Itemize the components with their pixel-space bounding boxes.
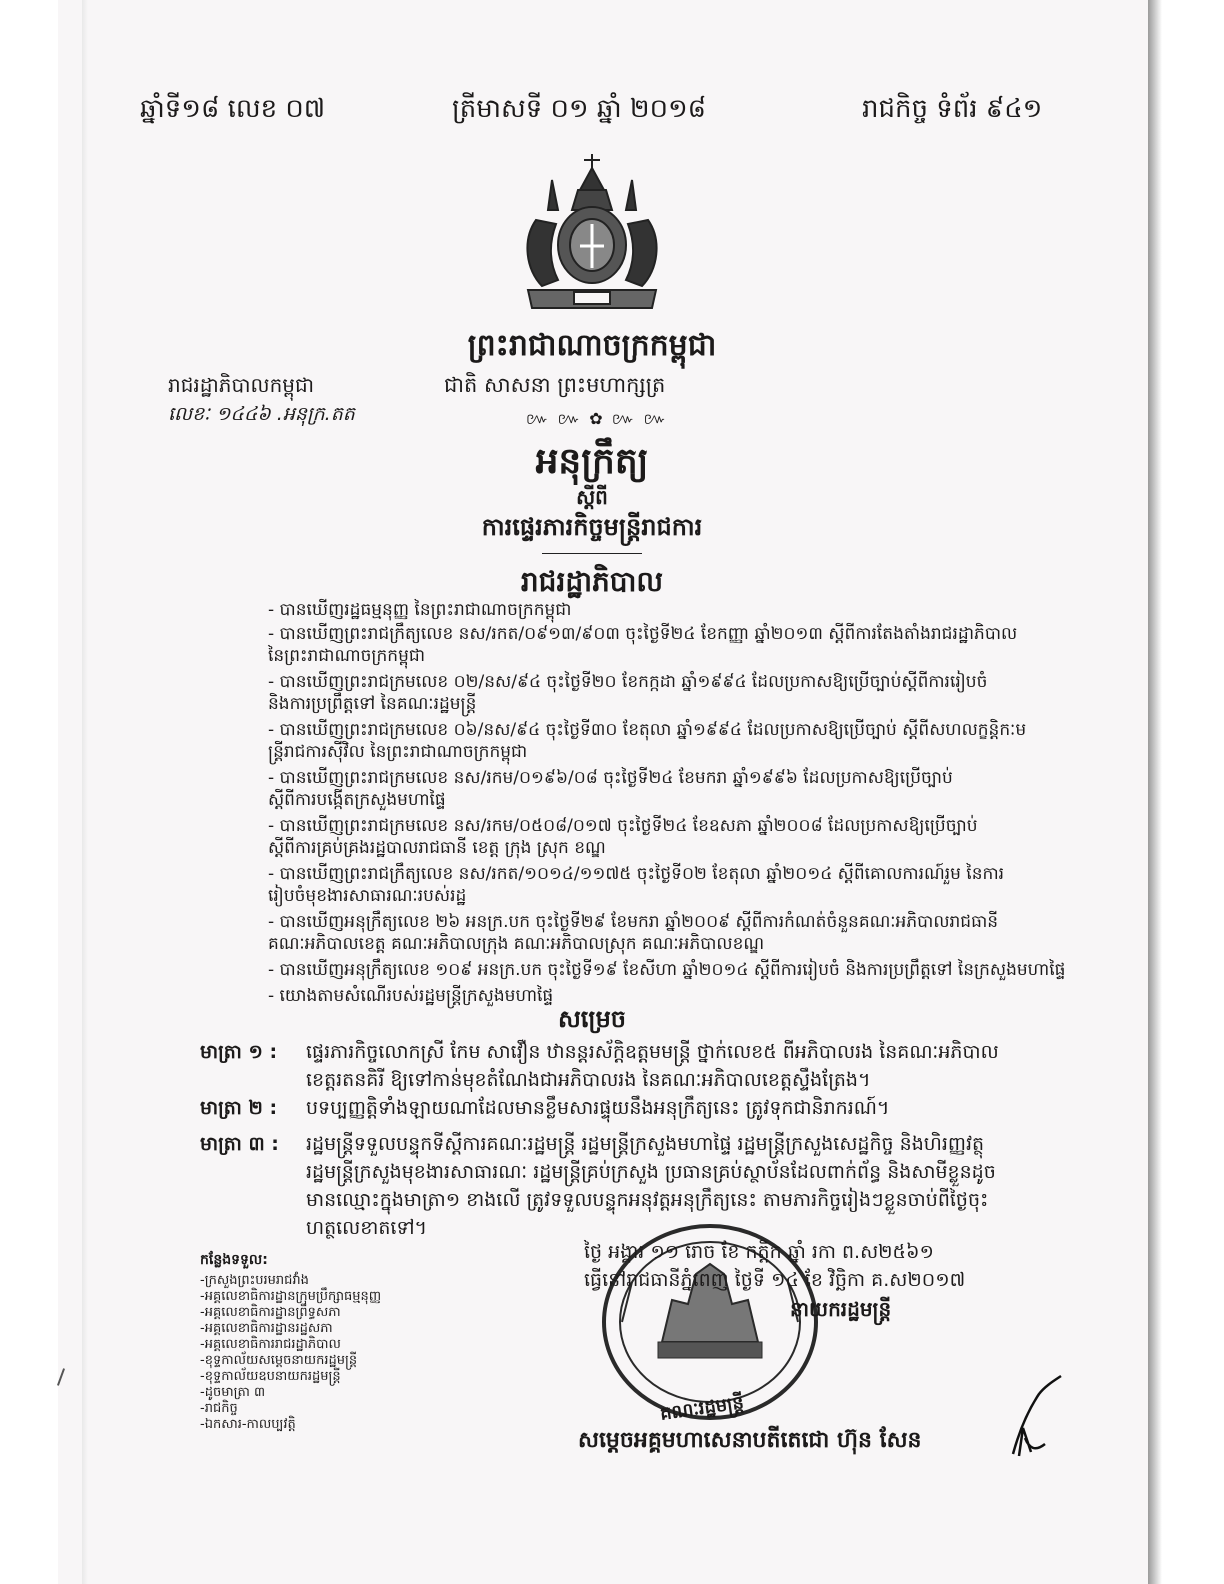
preamble-line: - បានឃើញអនុក្រឹត្យលេខ ២៦ អនក្រ.បក ចុះថ្ងៃទី២៩ ខែមករា ឆ្នាំ២០០៩ ស្ដីពីការកំណត់ចំនួនគណៈអភិបាលរាជធានី [268, 912, 999, 932]
article-3-label: មាត្រា ៣ : [200, 1133, 279, 1155]
article-line: រដ្ឋមន្ត្រីទទួលបន្ទុកទីស្ដីការគណៈរដ្ឋមន្ត្រី រដ្ឋមន្ត្រីក្រសួងមហាផ្ទៃ រដ្ឋមន្ត្រីក្រសួងសេដ្ឋកិច្ច និងហិរញ្ញវត្ថុ [306, 1133, 985, 1155]
recipient-item: -ខុទ្ទកាល័យសម្ដេចនាយករដ្ឋមន្ត្រី [200, 1353, 358, 1368]
recipient-item: -ខុទ្ទកាល័យឧបនាយករដ្ឋមន្ត្រី [200, 1369, 341, 1384]
recipient-item: -អគ្គលេខាធិការដ្ឋានព្រឹទ្ធសភា [200, 1305, 341, 1320]
national-motto: ជាតិ សាសនា ព្រះមហាក្សត្រ [444, 373, 666, 397]
article-line: មានឈ្មោះក្នុងមាត្រា១ ខាងលើ ត្រូវទទួលបន្ទុកអនុវត្តអនុក្រឹត្យនេះ តាមភារកិច្ចរៀងៗខ្លួនចាប់ពីថ្ងៃចុះ [306, 1189, 989, 1211]
lunar-date: ថ្ងៃ អង្គារ ១១ រោច ខែ កត្តិក ឆ្នាំ រកា ព.ស២៥៦១ [584, 1241, 934, 1263]
preamble-line: - បានឃើញរដ្ឋធម្មនុញ្ញ នៃព្រះរាជាណាចក្រកម្ពុជា [268, 600, 572, 620]
recipient-item: -ក្រសួងព្រះបរមរាជវាំង [200, 1273, 309, 1288]
preamble-line: - បានឃើញព្រះរាជក្រឹត្យលេខ នស/រកត/១០១៤/១១៧៥ ចុះថ្ងៃទី០២ ខែតុលា ឆ្នាំ២០១៤ ស្ដីពីគោលការណ៍រួម នៃការ [268, 864, 1005, 884]
page-edge-right [1148, 0, 1162, 1584]
recipients-title: កន្លែងទទួល: [200, 1252, 268, 1268]
preamble-line: - បានឃើញព្រះរាជក្រឹត្យលេខ នស/រកត/០៩១៣/៩០៣ ចុះថ្ងៃទី២៤ ខែកញ្ញា ឆ្នាំ២០១៣ ស្ដីពីការតែងតាំងរាជរដ្ឋាភិបាល [268, 624, 1018, 644]
article-line: ផ្ទេរភារកិច្ចលោកស្រី កែម សាវឿន ឋានន្តរស័ក្តិឧត្តមមន្ត្រី ថ្នាក់លេខ៥ ពីអភិបាលរង នៃគណៈអភិបាល [306, 1041, 999, 1063]
recipient-item: -រាជកិច្ច [200, 1401, 238, 1416]
preamble-line: និងការប្រព្រឹត្តទៅ នៃគណៈរដ្ឋមន្ត្រី [268, 694, 477, 714]
preamble-line: - បានឃើញព្រះរាជក្រមលេខ នស/រកម/០១៩៦/០៨ ចុះថ្ងៃទី២៤ ខែមករា ឆ្នាំ១៩៩៦ ដែលប្រកាសឱ្យប្រើច្បាប់ [268, 768, 953, 788]
preamble-line: - បានឃើញអនុក្រឹត្យលេខ ១០៩ អនក្រ.បក ចុះថ្ងៃទី១៩ ខែសីហា ឆ្នាំ២០១៤ ស្ដីពីការរៀបចំ និងការប្រព្រឹត្តទៅ នៃក្រសួងមហាផ្ទៃ [268, 960, 1066, 980]
recipient-item: -ឯកសារ-កាលប្បវត្តិ [200, 1417, 296, 1432]
signatory-name: សម្ដេចអគ្គមហាសេនាបតីតេជោ ហ៊ុន សែន [578, 1428, 922, 1453]
article-line: ខេត្តរតនគិរី ឱ្យទៅកាន់មុខតំណែងជាអភិបាលរង នៃគណៈអភិបាលខេត្តស្ទឹងត្រែង។ [306, 1069, 871, 1091]
decree-concerning: ស្ដីពី [576, 485, 608, 509]
article-2-label: មាត្រា ២ : [200, 1097, 278, 1119]
preamble-line: ស្ដីពីការបង្កើតក្រសួងមហាផ្ទៃ [268, 790, 446, 810]
decree-number: លេខៈ ១៤៤៦ .អនុក្រ.តត [168, 403, 355, 425]
signing-office: នាយករដ្ឋមន្ត្រី [790, 1297, 892, 1321]
recipient-item: -អគ្គលេខាធិការដ្ឋានក្រុមប្រឹក្សាធម្មនុញ្ញ [200, 1289, 382, 1304]
title-divider [542, 553, 642, 554]
preamble-line: - បានឃើញព្រះរាជក្រមលេខ ០២/នស/៩៤ ចុះថ្ងៃទី២០ ខែកក្កដា ឆ្នាំ១៩៩៤ ដែលប្រកាសឱ្យប្រើច្បាប់ស្ដីពីការរៀបចំ [268, 672, 988, 692]
preamble-line: - បានឃើញព្រះរាជក្រមលេខ នស/រកម/០៥០៨/០១៧ ចុះថ្ងៃទី២៤ ខែឧសភា ឆ្នាំ២០០៨ ដែលប្រកាសឱ្យប្រើច្បាប់ [268, 816, 978, 836]
kingdom-title: ព្រះរាជាណាចក្រកម្ពុជា [467, 328, 717, 363]
preamble-line: នៃព្រះរាជាណាចក្រកម្ពុជា [268, 646, 426, 666]
decree-type: អនុក្រឹត្យ [535, 441, 649, 482]
article-1-body [306, 1038, 999, 1094]
recipients-block [200, 1250, 381, 1433]
authority-heading: រាជរដ្ឋាភិបាល [520, 565, 664, 598]
preamble-line: រៀបចំមុខងារសាធារណៈរបស់រដ្ឋ [268, 886, 467, 906]
preamble-line: ស្ដីពីការគ្រប់គ្រងរដ្ឋបាលរាជធានី ខេត្ត ក្រុង ស្រុក ខណ្ឌ [268, 838, 606, 858]
recipient-item: -អគ្គលេខាធិការរាជរដ្ឋាភិបាល [200, 1337, 341, 1352]
page-edge-left [82, 0, 88, 1584]
seal-text: គណៈរដ្ឋមន្ត្រី [658, 1392, 746, 1425]
issuer-name: រាជរដ្ឋាភិបាលកម្ពុជា [168, 373, 314, 397]
recipient-item: -ដូចមាត្រា ៣ [200, 1385, 266, 1400]
preamble-line: គណៈអភិបាលខេត្ត គណៈអភិបាលក្រុង គណៈអភិបាលស្រុក គណៈអភិបាលខណ្ឌ [268, 934, 765, 954]
handwritten-signature-icon [1005, 1372, 1065, 1462]
decision-heading: សម្រេច [557, 1005, 627, 1033]
royal-emblem-icon [512, 150, 672, 320]
ornamental-flourish: ៚ ៚ ✿ ៚ ៚ [525, 409, 669, 428]
preamble-line: ន្ត្រីរាជការស៊ីវិល នៃព្រះរាជាណាចក្រកម្ពុជា [268, 742, 528, 762]
preamble-line: - យោងតាមសំណើរបស់រដ្ឋមន្ត្រីក្រសួងមហាផ្ទៃ [268, 986, 554, 1006]
preamble-line: - បានឃើញព្រះរាជក្រមលេខ ០៦/នស/៩៤ ចុះថ្ងៃទី៣០ ខែតុលា ឆ្នាំ១៩៩៤ ដែលប្រកាសឱ្យប្រើច្បាប់ ស្ដីពីសហលក្ខន្តិកៈម [268, 720, 1027, 740]
recipient-item: -អគ្គលេខាធិការដ្ឋានរដ្ឋសភា [200, 1321, 333, 1336]
article-line: បទប្បញ្ញត្តិទាំងឡាយណាដែលមានខ្លឹមសារផ្ទុយនឹងអនុក្រឹត្យនេះ ត្រូវទុកជានិរាករណ៍។ [306, 1097, 890, 1119]
gregorian-date: ធ្វើនៅរាជធានីភ្នំពេញ ថ្ងៃទី ១៤ ខែ វិច្ឆិកា គ.ស២០១៧ [584, 1269, 966, 1291]
article-1-label: មាត្រា ១ : [200, 1041, 278, 1063]
article-line: ហត្ថលេខាតទៅ។ [306, 1217, 428, 1239]
gazette-quarter: ត្រីមាសទី ០១ ឆ្នាំ ២០១៨ [452, 94, 707, 124]
decree-subject: ការផ្ទេរភារកិច្ចមន្ត្រីរាជការ [481, 513, 703, 541]
gazette-year-issue: ឆ្នាំទី១៨ លេខ ០៧ [140, 94, 326, 124]
article-line: រដ្ឋមន្ត្រីក្រសួងមុខងារសាធារណៈ រដ្ឋមន្ត្រីគ្រប់ក្រសួង ប្រធានគ្រប់ស្ថាប័នដែលពាក់ព័ន្ធ និងសាមីខ្លួនដូច [306, 1161, 996, 1183]
preamble-list [268, 600, 1065, 1008]
article-2-body [306, 1094, 889, 1122]
gazette-page: រាជកិច្ច ទំព័រ ៩៤១ [862, 94, 1043, 124]
